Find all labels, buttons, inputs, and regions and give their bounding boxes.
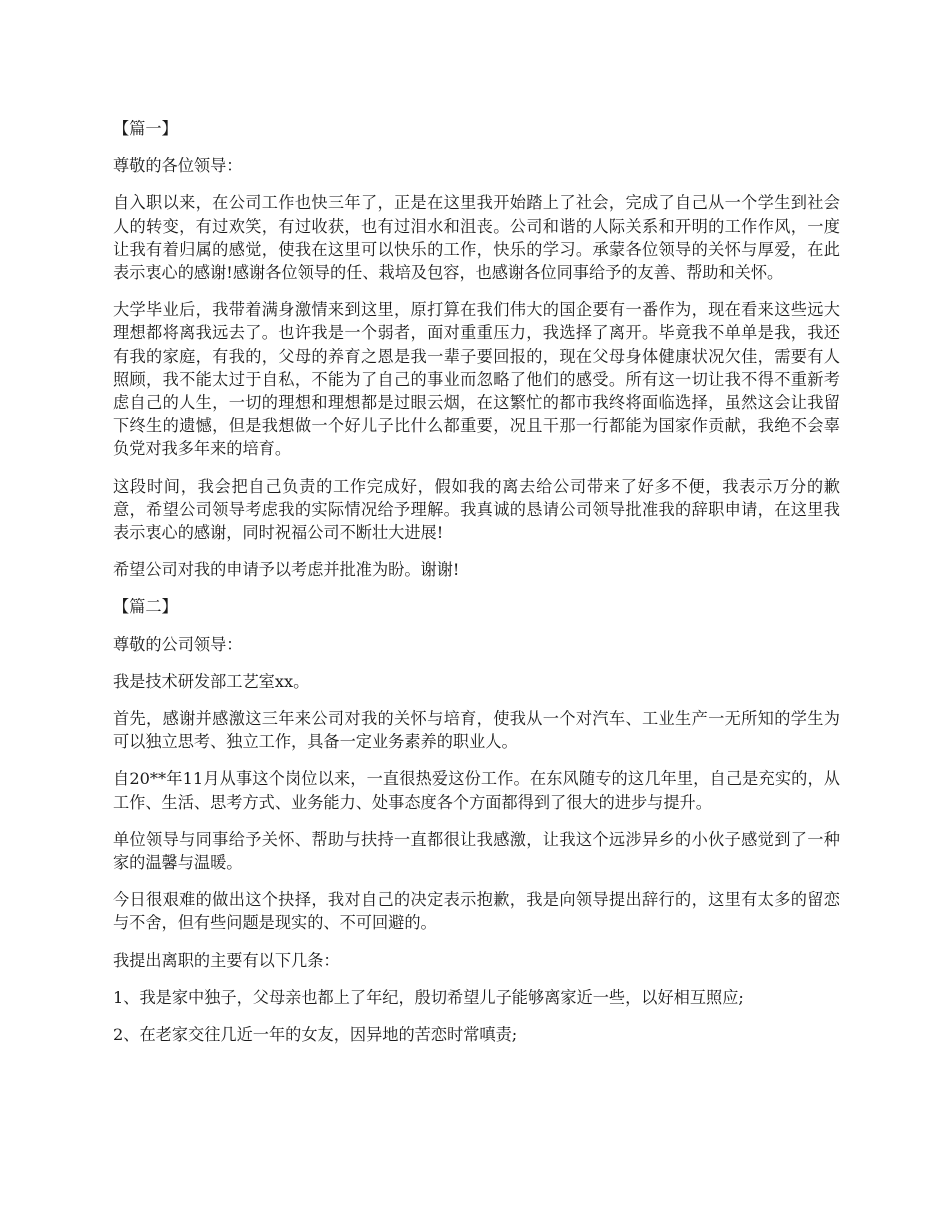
paragraph-6: 首先，感谢并感激这三年来公司对我的关怀与培育，使我从一个对汽车、工业生产一无所知的学生为可以独立思考、独立工作，具备一定业务素养的职业人。	[113, 709, 840, 752]
paragraph-8: 单位领导与同事给予关怀、帮助与扶持一直都很让我感激，让我这个远涉异乡的小伙子感觉到了一种家的温馨与温暖。	[113, 829, 840, 873]
paragraph-10: 我提出离职的主要有以下几条：	[113, 950, 340, 970]
salutation-1: 尊敬的各位领导：	[113, 156, 243, 176]
paragraph-7: 自20**年11月从事这个岗位以来，一直很热爱这份工作。在东风随专的这几年里，自己是充实的，从工作、生活、思考方式、业务能力、处事态度各个方面都得到了很大的进步与提升。	[113, 769, 840, 812]
paragraph-9: 今日很艰难的做出这个抉择，我对自己的决定表示抱歉，我是向领导提出辞行的，这里有太多的留恋与不舍，但有些问题是现实的、不可回避的。	[113, 890, 840, 933]
paragraph-5: 我是技术研发部工艺室xx。	[113, 671, 310, 691]
document-page	[113, 117, 840, 1060]
list-item-2: 2、在老家交往几近一年的女友，因异地的苦恋时常嗔责;	[113, 1025, 518, 1045]
paragraph-2: 大学毕业后，我带着满身激情来到这里，原打算在我们伟大的国企要有一番作为，现在看来这些远大理想都将离我远去了。也许我是一个弱者，面对重重压力，我选择了离开。毕竟我不单单是我，我还有我的家庭，有我的，父母的养育之恩是我一辈子要回报的，现在父母身体健康状况欠佳，需要有人照顾，我不能太过于自私，不能为了自己的事业而忽略了他们的感受。所有这一切让我不得不重新考虑自己的人生，一切的理想和理想都是过眼云烟，在这繁忙的都市我终将面临选择，虽然这会让我留下终生的遗憾，但是我想做一个好儿子比什么都重要，况且干那一行都能为国家作贡献，我绝不会辜负党对我多年来的培育。	[113, 300, 840, 459]
paragraph-4: 希望公司对我的申请予以考虑并批准为盼。谢谢!	[113, 560, 460, 580]
section-heading-1: 【篇一】	[113, 119, 178, 138]
list-item-1: 1、我是家中独子，父母亲也都上了年纪，殷切希望儿子能够离家近一些，以好相互照应;	[113, 987, 744, 1007]
section-heading-2: 【篇二】	[113, 597, 178, 617]
paragraph-1: 自入职以来，在公司工作也快三年了，正是在这里我开始踏上了社会，完成了自己从一个学生到社会人的转变，有过欢笑，有过收获，也有过泪水和沮丧。公司和谐的人际关系和开明的工作作风，一度让我有着归属的感觉，使我在这里可以快乐的工作，快乐的学习。承蒙各位领导的关怀与厚爱，在此表示衷心的感谢!感谢各位领导的任、栽培及包容，也感谢各位同事给予的友善、帮助和关怀。	[113, 193, 840, 283]
salutation-2: 尊敬的公司领导：	[113, 634, 243, 654]
paragraph-3: 这段时间，我会把自己负责的工作完成好，假如我的离去给公司带来了好多不便，我表示万分的歉意，希望公司领导考虑我的实际情况给予理解。我真诚的恳请公司领导批准我的辞职申请，在这里我表示衷心的感谢，同时祝福公司不断壮大进展!	[113, 476, 840, 543]
